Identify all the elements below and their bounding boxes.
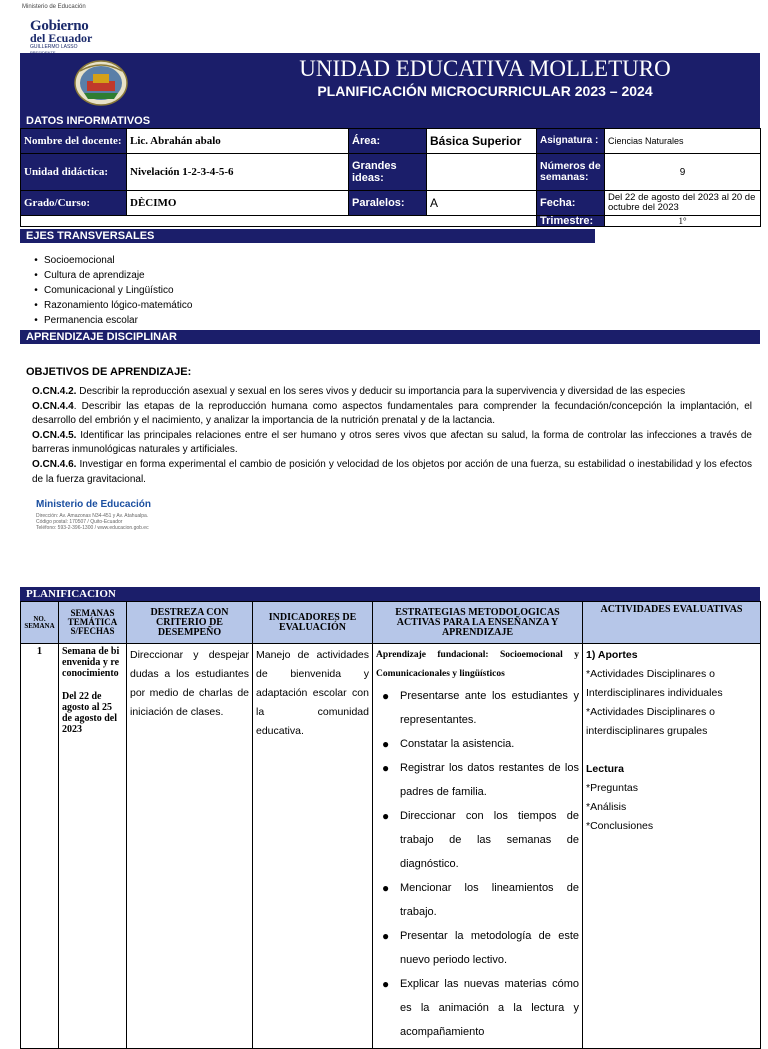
objective-code: O.CN.4.6. (32, 458, 77, 470)
estrategias-title: Aprendizaje fundacional: Socioemocional y Comunicacionales y lingüísticos (376, 650, 579, 679)
objective-item (32, 458, 752, 487)
list-item: ● Registrar los datos restantes de los padres de familia. (376, 756, 579, 804)
grandes-ideas-label: Grandes ideas: (349, 154, 427, 191)
section-ejes-transversales: EJES TRANSVERSALES (20, 229, 595, 243)
ministry-caption: Ministerio de Educación (22, 4, 86, 10)
objective-text: . Describir las etapas de la reproducción humana como aspectos fundamentales para comprender la fecundación/concepción la implantación, el desarrollo del embrión y el nacimiento, y analizar la importancia de la nutrición prenatal y de la lactancia. (32, 400, 752, 427)
table-row (21, 644, 761, 1049)
list-item: *Actividades Disciplinares o interdisciplinares grupales (586, 706, 715, 737)
semana-cell (59, 644, 127, 1049)
list-item: ● Presentar la metodología de este nuevo periodo lectivo. (376, 924, 579, 972)
trimestre-value: 1° (605, 216, 761, 227)
logo-line3: GUILLERMO LASSO (30, 44, 78, 50)
destreza-cell: Direccionar y despejar dudas a los estudiantes por medio de charlas de iniciación de clases. (127, 644, 253, 1049)
actividades-cell (583, 644, 761, 1049)
planificacion-table (20, 601, 761, 1049)
semana-fecha: Del 22 de agosto al 25 de agosto del 2023 (62, 691, 117, 735)
list-item: • Comunicacional y Lingüístico (28, 283, 192, 298)
header-estrategias: ESTRATEGIAS METODOLOGICAS ACTIVAS PARA LA ENSEÑANZA Y APRENDIZAJE (373, 602, 583, 644)
list-item: • Socioemocional (28, 253, 192, 268)
objective-text: Identificar las principales relaciones entre el ser humano y otros seres vivos que afectan su salud, la forma de controlar las infecciones a través de barreras inmunológicas naturales y artificiales. (32, 429, 752, 456)
estrategias-list (376, 684, 579, 1044)
header-semanas: SEMANAS TEMÁTICA S/FECHAS (59, 602, 127, 644)
table-row (21, 191, 761, 216)
datos-table (20, 128, 761, 227)
list-item: ● Direccionar con los tiempos de trabajo de las semanas de diagnóstico. (376, 804, 579, 876)
objective-item (32, 400, 752, 429)
header-no-semana: NO. SEMANA (21, 602, 59, 644)
school-crest-icon (70, 59, 132, 107)
list-item: ● Constatar la asistencia. (376, 732, 579, 756)
objective-text: Investigar en forma experimental el cambio de posición y velocidad de los objetos por acción de una fuerza, su estabilidad o inestabilidad y los efectos de la fuerza gravitacional. (32, 458, 752, 485)
section-planificacion: PLANIFICACION (20, 587, 760, 601)
docente-label: Nombre del docente: (21, 129, 127, 154)
area-label: Área: (349, 129, 427, 154)
list-item: • Permanencia escolar (28, 313, 192, 328)
trimestre-label: Trimestre: (537, 216, 605, 227)
list-item: *Preguntas (586, 782, 638, 794)
header-indicadores: INDICADORES DE EVALUACIÓN (253, 602, 373, 644)
objectives-list (32, 385, 752, 487)
objective-item (32, 385, 752, 400)
table-row (21, 129, 761, 154)
ejes-list (28, 253, 192, 328)
logo-line2: del Ecuador (30, 31, 93, 45)
fecha-label: Fecha: (537, 191, 605, 216)
footer-address (36, 513, 149, 531)
grado-label: Grado/Curso: (21, 191, 127, 216)
act-title-aportes: 1) Aportes (586, 649, 638, 661)
asignatura-label: Asignatura : (537, 129, 605, 154)
logo-line1: Gobierno (30, 18, 89, 34)
grado-value: DÈCIMO (127, 191, 349, 216)
objective-code: O.CN.4.2. (32, 386, 77, 397)
semana-title: Semana de bienvenida y reconocimiento (62, 646, 120, 679)
fecha-value: Del 22 de agosto del 2023 al 20 de octubre del 2023 (605, 191, 761, 216)
semanas-value: 9 (605, 154, 761, 191)
area-value: Básica Superior (427, 129, 537, 154)
list-item: ● Mencionar los lineamientos de trabajo. (376, 876, 579, 924)
section-aprendizaje-disciplinar: APRENDIZAJE DISCIPLINAR (20, 330, 760, 344)
list-item: ● Presentarse ante los estudiantes y representantes. (376, 684, 579, 732)
list-item: • Cultura de aprendizaje (28, 268, 192, 283)
table-row (21, 216, 761, 227)
objective-text: Describir la reproducción asexual y sexual en los seres vivos y deducir su importancia para la supervivencia y diversidad de las especies (76, 386, 686, 397)
footer-postal: Código postal: 170507 / Quito-Ecuador (36, 519, 123, 525)
docente-value: Lic. Abrahán abalo (127, 129, 349, 154)
school-name: UNIDAD EDUCATIVA MOLLETURO (299, 56, 671, 81)
list-item: *Conclusiones (586, 820, 654, 832)
header-destreza: DESTREZA CON CRITERIO DE DESEMPEÑO (127, 602, 253, 644)
footer-ministry: Ministerio de Educación (36, 499, 152, 510)
header-banner (20, 53, 760, 114)
header-actividades: ACTIVIDADES EVALUATIVAS (583, 602, 761, 644)
objective-item (32, 429, 752, 458)
list-item: *Análisis (586, 801, 627, 813)
paralelos-label: Paralelos: (349, 191, 427, 216)
section-datos-informativos: DATOS INFORMATIVOS (20, 114, 760, 128)
list-item: *Actividades Disciplinares o Interdisciplinares individuales (586, 668, 723, 699)
empty-cell (21, 216, 537, 227)
list-item: • Razonamiento lógico-matemático (28, 298, 192, 313)
unidad-label: Unidad didáctica: (21, 154, 127, 191)
objective-code: O.CN.4.4 (32, 400, 74, 412)
estrategias-cell (373, 644, 583, 1049)
week-number: 1 (21, 644, 59, 1049)
plan-title: PLANIFICACIÓN MICROCURRICULAR 2023 – 2024 (317, 83, 653, 99)
indicadores-cell: Manejo de actividades de bienvenida y adaptación escolar con la comunidad educativa. (253, 644, 373, 1049)
asignatura-value: Ciencias Naturales (605, 129, 761, 154)
paralelos-value: A (427, 191, 537, 216)
footer-direccion: Dirección: Av. Amazonas N34-451 y Av. Atahualpa. (36, 513, 149, 519)
gobierno-logo (30, 20, 140, 55)
table-row (21, 154, 761, 191)
list-item: ● Explicar las nuevas materias cómo es la animación a la lectura y acompañamiento (376, 972, 579, 1044)
act-title-lectura: Lectura (586, 763, 624, 775)
table-header-row (21, 602, 761, 644)
objective-code: O.CN.4.5. (32, 429, 77, 441)
grandes-ideas-value (427, 154, 537, 191)
semanas-label: Números de semanas: (537, 154, 605, 191)
unidad-value: Nivelación 1-2-3-4-5-6 (127, 154, 349, 191)
footer-telefono: Teléfono: 593-2-396-1300 / www.educacion.gob.ec (36, 525, 149, 531)
objectives-title: OBJETIVOS DE APRENDIZAJE: (26, 366, 192, 378)
